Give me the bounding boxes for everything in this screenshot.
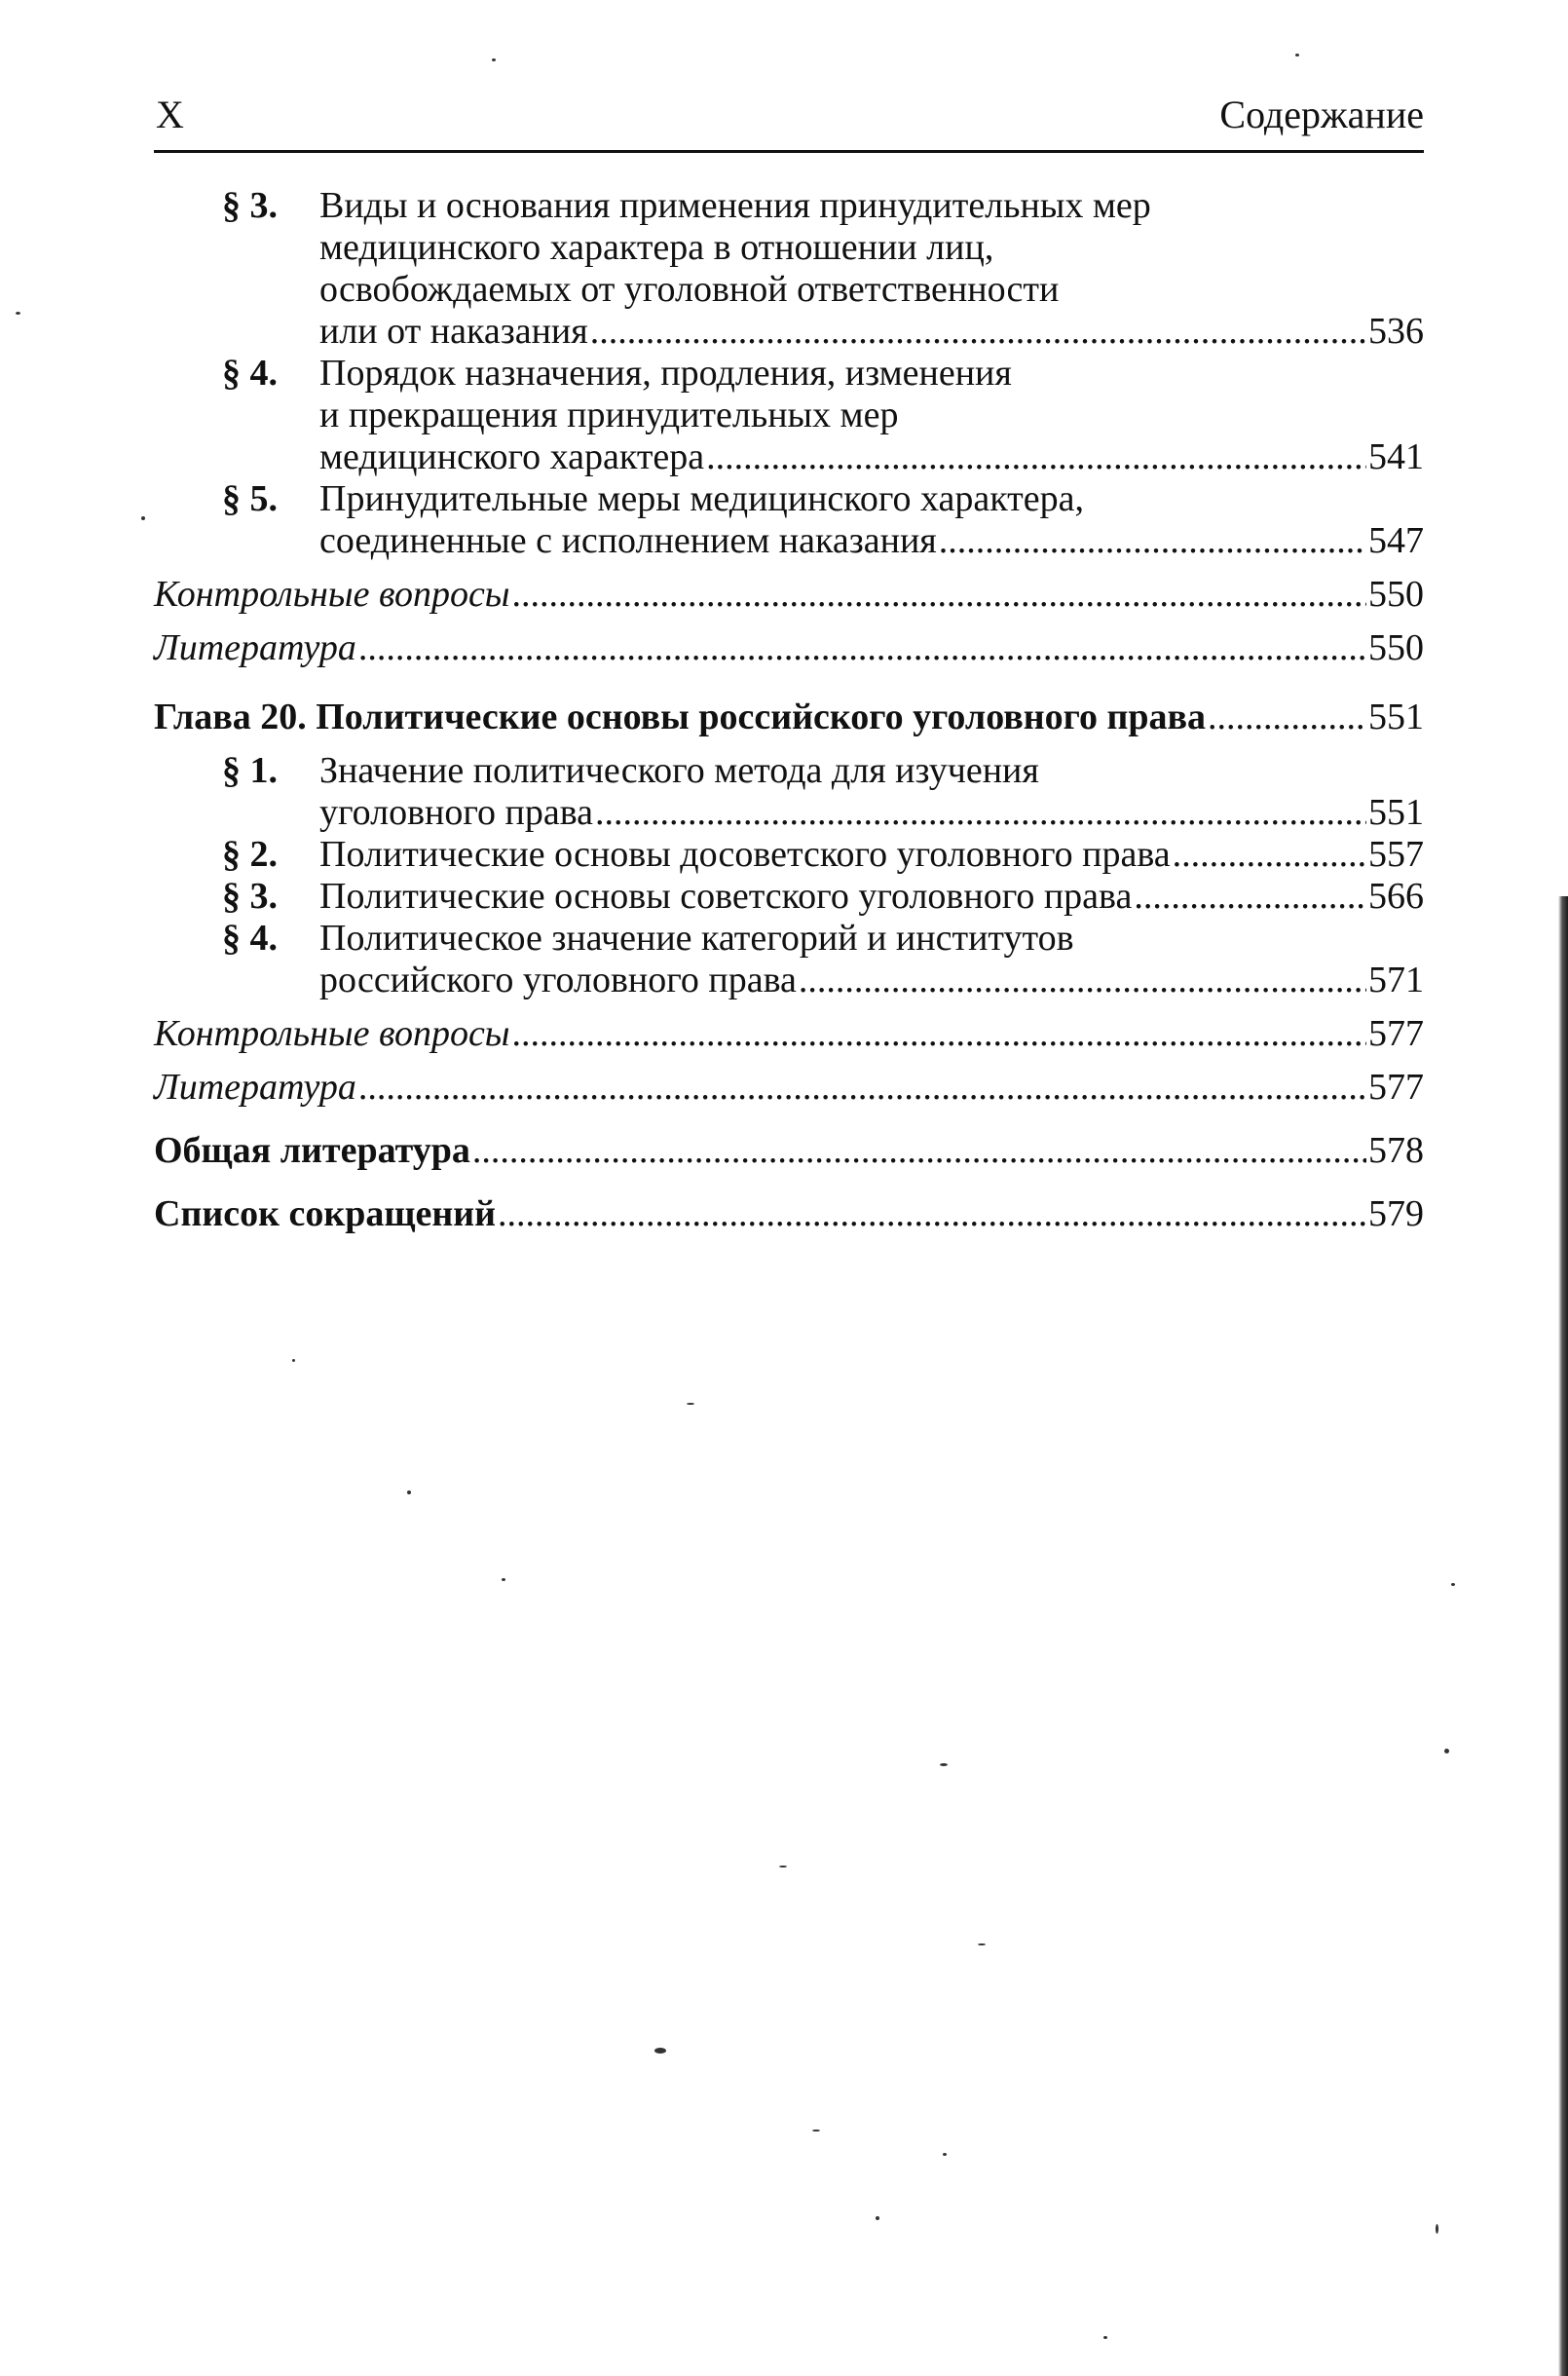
entry-title: Литература <box>154 627 356 668</box>
entry-title-line: медицинского характера в отношении лиц, <box>319 227 994 268</box>
entry-last-line <box>154 1130 1424 1172</box>
spacer <box>154 669 1424 697</box>
paragraph-number: § 5. <box>222 478 278 519</box>
dot-leader <box>358 1067 1366 1109</box>
entry-title: Список сокращений <box>154 1193 497 1234</box>
toc-entry-abbreviations[interactable] <box>154 1193 1424 1235</box>
toc-entry-review-questions[interactable] <box>154 574 1424 616</box>
page-ref: 577 <box>1368 1067 1424 1108</box>
scan-speck <box>502 1578 505 1581</box>
scan-speck <box>779 1866 787 1867</box>
dot-leader <box>512 1013 1366 1055</box>
scan-speck <box>812 2130 820 2131</box>
entry-title-line: медицинского характера <box>319 436 705 477</box>
page-ref: 577 <box>1368 1013 1424 1054</box>
scan-speck <box>1436 2224 1438 2234</box>
entry-last-line <box>319 834 1424 876</box>
toc-entry-chapter-20[interactable] <box>154 697 1424 738</box>
toc-entry-ch20-p2[interactable] <box>154 834 1424 876</box>
scan-speck <box>1103 2336 1107 2339</box>
entry-last-line <box>319 876 1424 918</box>
entry-title-line: соединенные с исполнением наказания <box>319 520 937 561</box>
entry-last-line <box>154 627 1424 669</box>
entry-title-line: российского уголовного права <box>319 960 797 1000</box>
spacer <box>154 1172 1424 1193</box>
paragraph-number: § 2. <box>222 834 278 875</box>
entry-last-line <box>154 574 1424 616</box>
dot-leader <box>512 574 1366 616</box>
spacer <box>154 562 1424 574</box>
paragraph-number: § 4. <box>222 918 278 959</box>
dot-leader <box>590 311 1366 353</box>
paragraph-number: § 3. <box>222 185 278 226</box>
scan-speck <box>1444 1749 1449 1754</box>
page-ref: 541 <box>1368 436 1424 477</box>
page-header <box>154 90 1424 153</box>
page-ref: 547 <box>1368 520 1424 561</box>
scan-speck <box>407 1490 411 1494</box>
entry-title-line: Политические основы советского уголовного права <box>319 876 1133 917</box>
entry-last-line <box>319 520 1424 562</box>
toc-entry-ch20-p3[interactable] <box>154 876 1424 918</box>
entry-title-line: или от наказания <box>319 311 588 352</box>
scan-speck <box>654 2048 666 2054</box>
entry-last-line <box>319 792 1424 834</box>
entry-title-line: Политическое значение категорий и институтов <box>319 918 1074 959</box>
page-ref: 571 <box>1368 960 1424 1000</box>
entry-title-line: освобождаемых от уголовной ответственности <box>319 269 1060 310</box>
dot-leader <box>472 1130 1366 1172</box>
entry-title: Контрольные вопросы <box>154 574 510 615</box>
dot-leader <box>1134 876 1366 918</box>
toc-entry-review-questions[interactable] <box>154 1013 1424 1055</box>
scan-speck <box>492 58 496 61</box>
page-ref: 551 <box>1368 792 1424 833</box>
entry-title-line: Порядок назначения, продления, изменения <box>319 353 1012 394</box>
scan-speck <box>292 1359 295 1362</box>
chapter-title: Глава 20. Политические основы российского уголовного права <box>154 697 1207 737</box>
scan-speck <box>876 2216 879 2220</box>
entry-title-line: Значение политического метода для изучения <box>319 750 1039 791</box>
toc-entry-ch19-p4[interactable] <box>154 353 1424 478</box>
paragraph-number: § 4. <box>222 353 278 394</box>
entry-last-line <box>154 697 1424 738</box>
page-ref: 578 <box>1368 1130 1424 1171</box>
page-ref: 551 <box>1368 697 1424 737</box>
page-ref: 550 <box>1368 574 1424 615</box>
dot-leader <box>1173 834 1366 876</box>
page-ref: 579 <box>1368 1193 1424 1234</box>
running-title: Содержание <box>1219 93 1424 136</box>
scan-speck <box>141 516 145 520</box>
toc-entry-literature[interactable] <box>154 1067 1424 1109</box>
page-ref: 536 <box>1368 311 1424 352</box>
page-ref: 550 <box>1368 627 1424 668</box>
paragraph-number: § 3. <box>222 876 278 917</box>
toc-entry-general-literature[interactable] <box>154 1130 1424 1172</box>
dot-leader <box>498 1193 1366 1235</box>
entry-title-line: Принудительные меры медицинского характера, <box>319 478 1084 519</box>
dot-leader <box>595 792 1366 834</box>
scan-speck <box>687 1403 694 1405</box>
table-of-contents <box>154 185 1424 1235</box>
toc-entry-ch19-p5[interactable] <box>154 478 1424 562</box>
scan-speck <box>1295 54 1299 57</box>
dot-leader <box>1208 697 1366 738</box>
spacer <box>154 738 1424 750</box>
scan-speck <box>940 1763 948 1766</box>
dot-leader <box>706 436 1366 478</box>
scan-speck <box>943 2153 947 2156</box>
page-number: X <box>156 93 184 136</box>
entry-last-line <box>154 1067 1424 1109</box>
dot-leader <box>939 520 1366 562</box>
paragraph-number: § 1. <box>222 750 278 791</box>
entry-title-line: Виды и основания применения принудительных мер <box>319 185 1151 226</box>
entry-title: Общая литература <box>154 1130 470 1171</box>
entry-last-line <box>319 311 1424 353</box>
spacer <box>154 1001 1424 1013</box>
page-ref: 566 <box>1368 876 1424 917</box>
entry-title-line: и прекращения принудительных мер <box>319 395 899 435</box>
scan-speck <box>16 312 20 315</box>
toc-entry-ch19-p3[interactable] <box>154 185 1424 353</box>
entry-last-line <box>319 436 1424 478</box>
dot-leader <box>799 960 1366 1001</box>
dot-leader <box>358 627 1366 669</box>
entry-last-line <box>319 960 1424 1001</box>
scan-page-edge <box>1558 896 1568 2376</box>
toc-entry-ch20-p4[interactable] <box>154 918 1424 1001</box>
scan-speck <box>1451 1583 1455 1586</box>
entry-title: Литература <box>154 1067 356 1108</box>
entry-title-line: уголовного права <box>319 792 594 833</box>
entry-last-line <box>154 1013 1424 1055</box>
scan-speck <box>978 1943 986 1945</box>
spacer <box>154 616 1424 627</box>
page-ref: 557 <box>1368 834 1424 875</box>
entry-title-line: Политические основы досоветского уголовного права <box>319 834 1171 875</box>
toc-entry-ch20-p1[interactable] <box>154 750 1424 834</box>
entry-title: Контрольные вопросы <box>154 1013 510 1054</box>
spacer <box>154 1055 1424 1067</box>
spacer <box>154 1109 1424 1130</box>
toc-entry-literature[interactable] <box>154 627 1424 669</box>
entry-last-line <box>154 1193 1424 1235</box>
